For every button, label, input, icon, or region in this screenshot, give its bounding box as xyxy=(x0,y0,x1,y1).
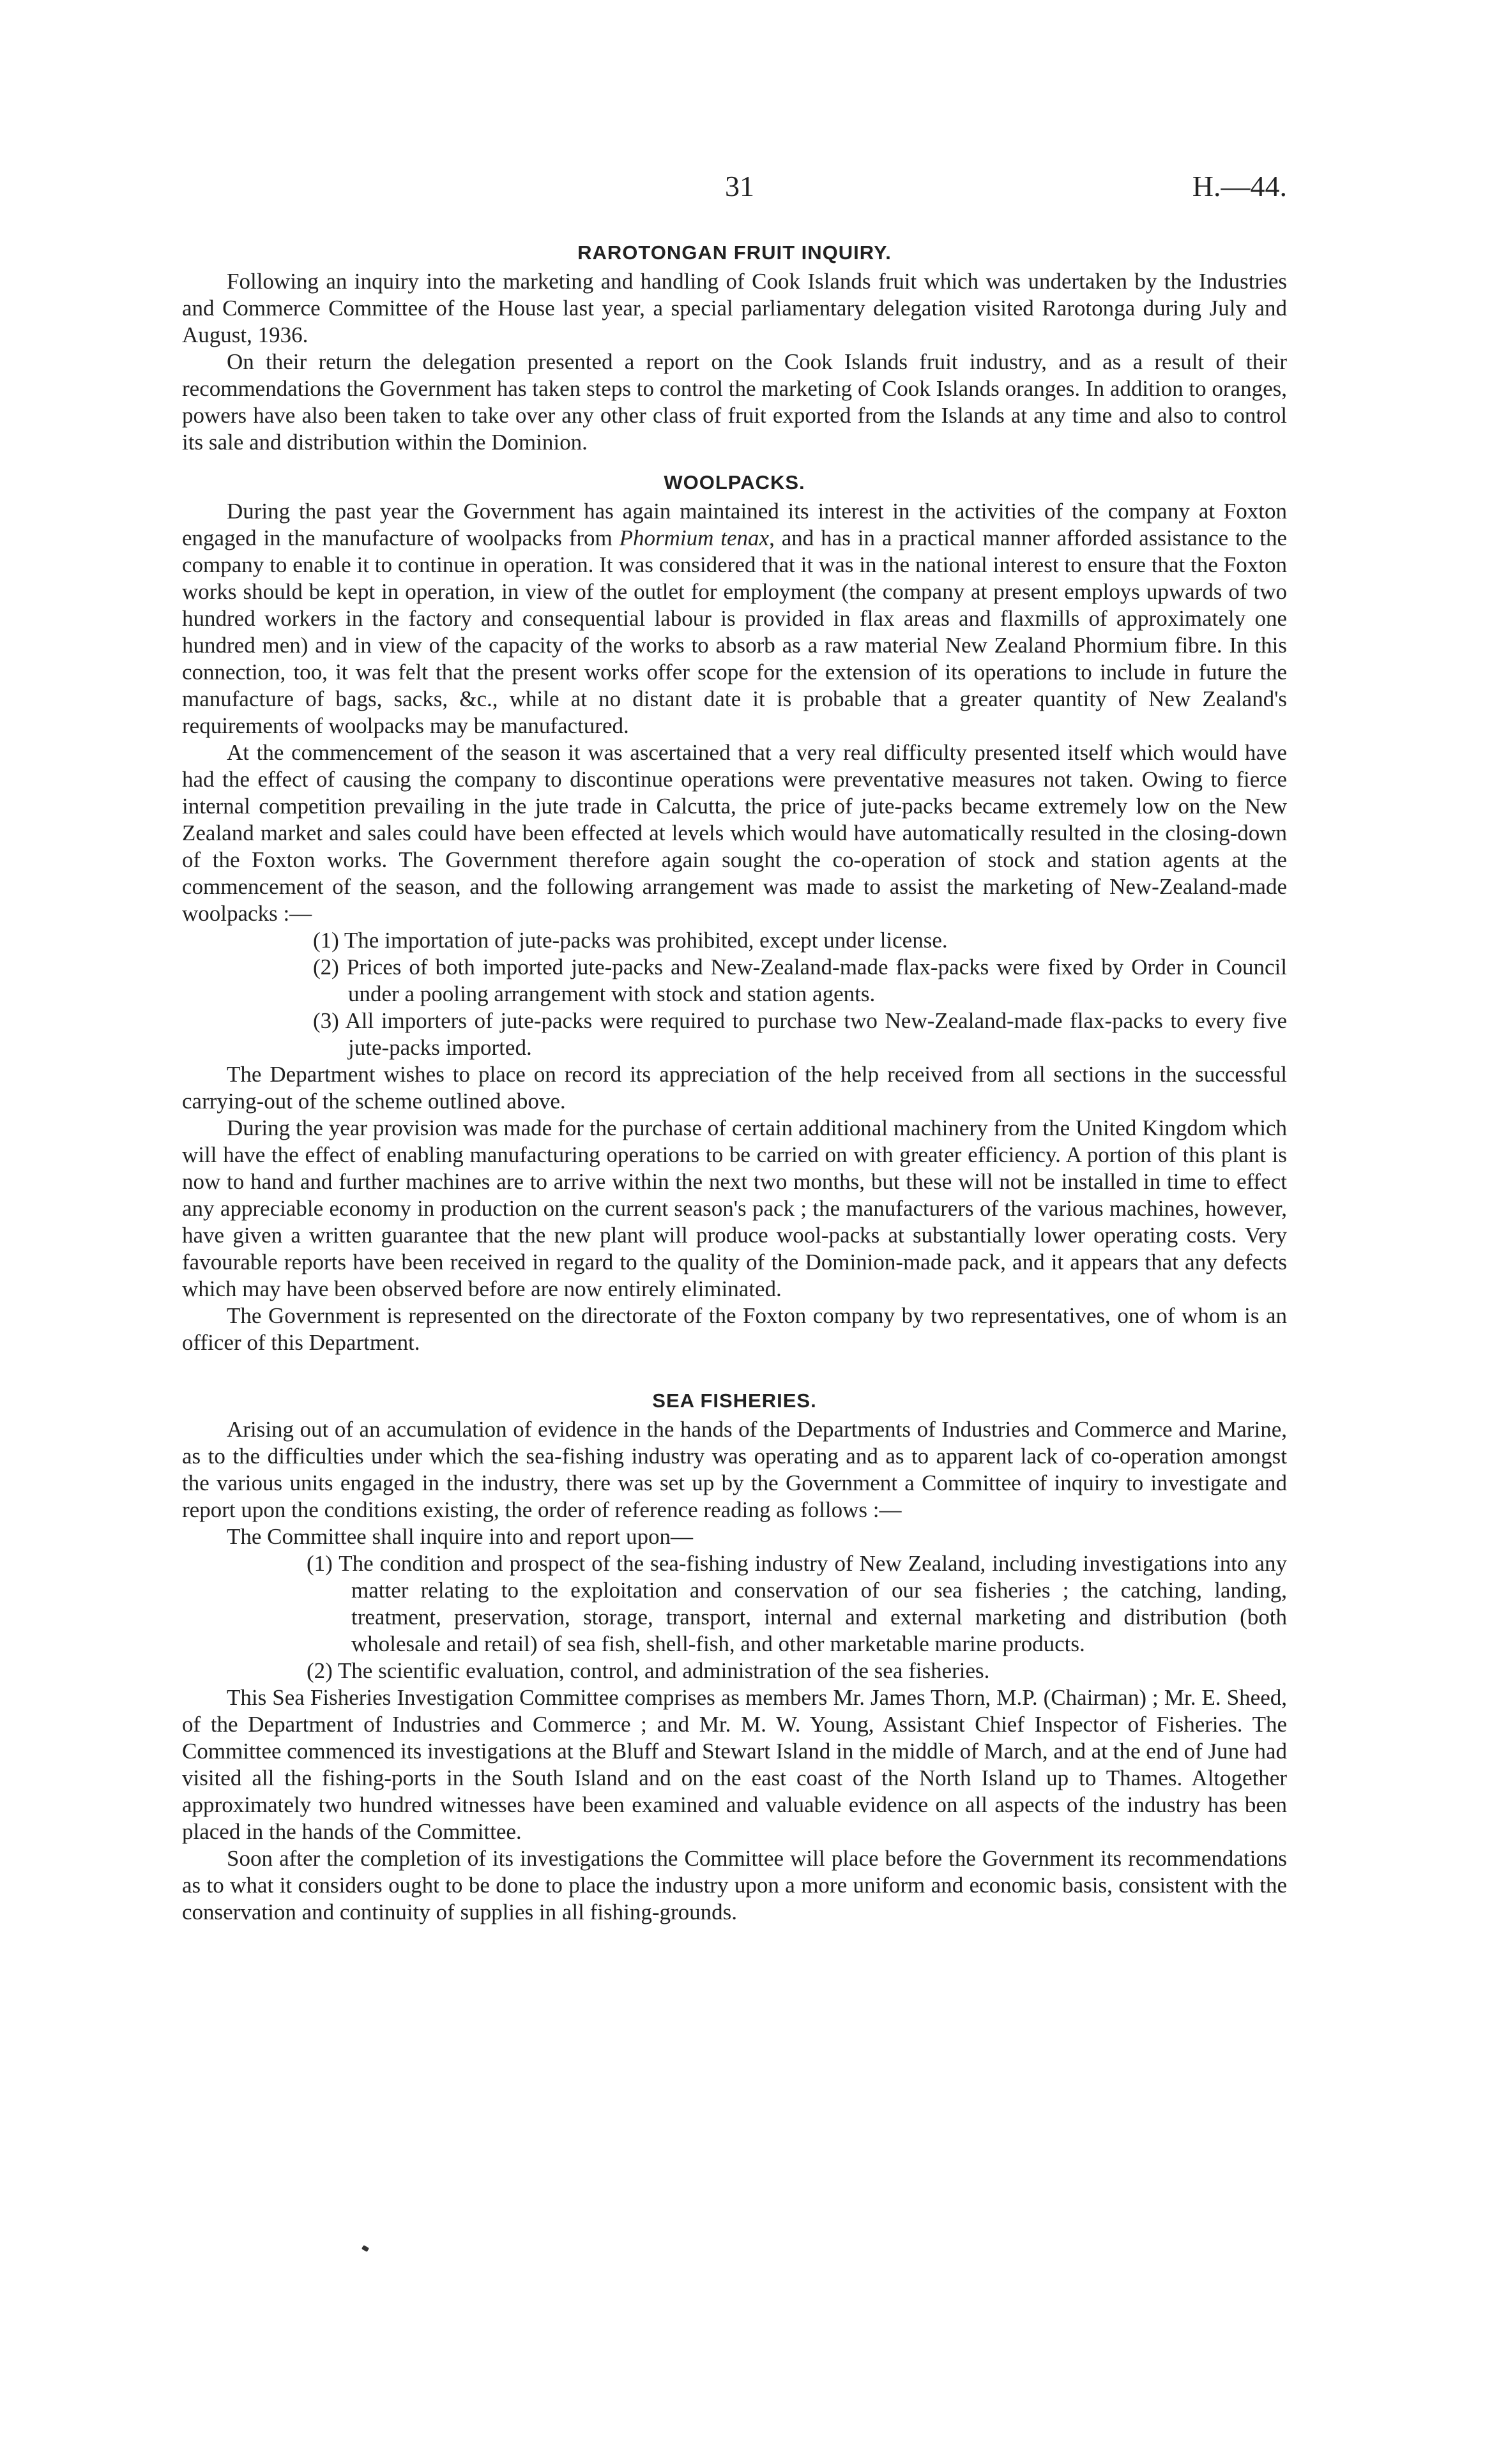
document-code: H.—44. xyxy=(1192,170,1287,202)
paragraph: The Department wishes to place on record its appreciation of the help received from all sections in the successful carrying-out of the scheme outlined above. xyxy=(182,1062,1287,1114)
paragraph: Soon after the completion of its investigations the Committee will place before the Government its recommendations as to what it considers ought to be done to place the industry upon a more uniform and economic basis, consistent with the conservation and continuity of supplies in all fishing-grounds. xyxy=(182,1846,1287,1924)
list-item: (1) The importation of jute-packs was prohibited, except under license. xyxy=(313,928,948,953)
paragraph: During the year provision was made for the purchase of certain additional machinery from the United Kingdom which will have the effect of enabling manufacturing operations to be carried on with greater efficiency. A portion of this plant is now to hand and further machines are to arrive within the next two months, but these will not be installed in time to effect any appreciable economy in production on the current season's pack ; the manufacturers of the various machines, however, have given a written guarantee that the new plant will produce wool-packs at substantially lower operating costs. Very favourable reports have been received in regard to the quality of the Dominion-made pack, and it appears that any defects which may have been observed before are now entirely eliminated. xyxy=(182,1115,1287,1301)
paragraph xyxy=(182,498,1287,739)
list-item: (1) The condition and prospect of the sea-fishing industry of New Zealand, including investigations into any matter relating to the exploitation and conservation of our sea fisheries ; the catching, landing, treatment, preservation, storage, transport, internal and external marketing and distribution (both wholesale and retail) of sea fish, shell-fish, and other marketable marine products. xyxy=(307,1551,1287,1656)
paragraph: The Committee shall inquire into and report upon— xyxy=(227,1524,693,1549)
paragraph: At the commencement of the season it was ascertained that a very real difficulty presented itself which would have had the effect of causing the company to discontinue operations were preventative measures not taken. Owing to fierce internal competition prevailing in the jute trade in Calcutta, the price of jute-packs became extremely low on the New Zealand market and sales could have been effected at levels which would have automatically resulted in the closing-down of the Foxton works. The Government therefore again sought the co-operation of stock and station agents at the commencement of the season, and the following arrangement was made to assist the marketing of New-Zealand-made woolpacks :— xyxy=(182,740,1287,926)
section-rarotongan-fruit-inquiry xyxy=(182,238,1287,456)
paragraph: Following an inquiry into the marketing and handling of Cook Islands fruit which was undertaken by the Industries and Commerce Committee of the House last year, a special parliamentary delegation visited Rarotonga during July and August, 1936. xyxy=(182,269,1287,347)
page-content xyxy=(182,238,1287,1926)
paragraph: The Government is represented on the directorate of the Foxton company by two representatives, one of whom is an officer of this Department. xyxy=(182,1303,1287,1355)
list-item: (3) All importers of jute-packs were required to purchase two New-Zealand-made flax-packs to every five jute-packs imported. xyxy=(313,1008,1287,1060)
section-woolpacks xyxy=(182,467,1287,1356)
paragraph: Arising out of an accumulation of evidence in the hands of the Departments of Industries and Commerce and Marine, as to the difficulties under which the sea-fishing industry was operating and as to apparent lack of co-operation amongst the various units engaged in the industry, there was set up by the Government a Committee of inquiry to investigate and report upon the conditions existing, the order of reference reading as follows :— xyxy=(182,1417,1287,1522)
paragraph: On their return the delegation presented a report on the Cook Islands fruit industry, and as a result of their recommendations the Government has taken steps to control the marketing of Cook Islands oranges. In addition to oranges, powers have also been taken to take over any other class of fruit exported from the Islands at any time and also to control its sale and distribution within the Dominion. xyxy=(182,349,1287,455)
section-heading: RAROTONGAN FRUIT INQUIRY. xyxy=(577,241,892,264)
text-run: , and has in a practical manner afforded assistance to the company to enable it to continue in operation. It was considered that it was in the national interest to ensure that the Foxton works should be kept in operation, in view of the outlet for employment (the company at present employs upwards of two hundred workers in the factory and consequential labour is provided in flax areas and flaxmills of approximately one hundred men) and in view of the capacity of the works to absorb as a raw material New Zealand Phormium fibre. In this connection, too, it was felt that the present works offer scope for the extension of its operations to include in future the manufacture of bags, sacks, &c., while at no distant date it is probable that a greater quantity of New Zealand's requirements of woolpacks may be manufactured. xyxy=(182,525,1287,738)
page-number: 31 xyxy=(725,170,754,202)
section-heading: WOOLPACKS. xyxy=(664,471,805,494)
print-speck xyxy=(362,2245,369,2252)
section-sea-fisheries xyxy=(182,1386,1287,1926)
list-item: (2) Prices of both imported jute-packs and New-Zealand-made flax-packs were fixed by Order in Council under a pooling arrangement with stock and station agents. xyxy=(313,955,1287,1006)
text-run: During the past year the Government has again maintained its interest in the activities of the company at Foxton engaged in the manufacture of woolpacks from xyxy=(182,499,1287,550)
italic-species-name: Phormium tenax xyxy=(619,525,770,550)
paragraph: This Sea Fisheries Investigation Committee comprises as members Mr. James Thorn, M.P. (Chairman) ; Mr. E. Sheed, of the Department of Industries and Commerce ; and Mr. M. W. Young, Assistant Chief Inspector of Fisheries. The Committee commenced its investigations at the Bluff and Stewart Island in the middle of March, and at the end of June had visited all the fishing-ports in the South Island and on the east coast of the North Island up to Thames. Altogether approximately two hundred witnesses have been examined and valuable evidence on all aspects of the industry has been placed in the hands of the Committee. xyxy=(182,1685,1287,1844)
list-item: (2) The scientific evaluation, control, and administration of the sea fisheries. xyxy=(307,1658,990,1683)
page-header xyxy=(182,167,1287,212)
reference-list xyxy=(182,1550,1287,1684)
section-heading: SEA FISHERIES. xyxy=(652,1389,817,1412)
arrangement-list xyxy=(182,927,1287,1061)
